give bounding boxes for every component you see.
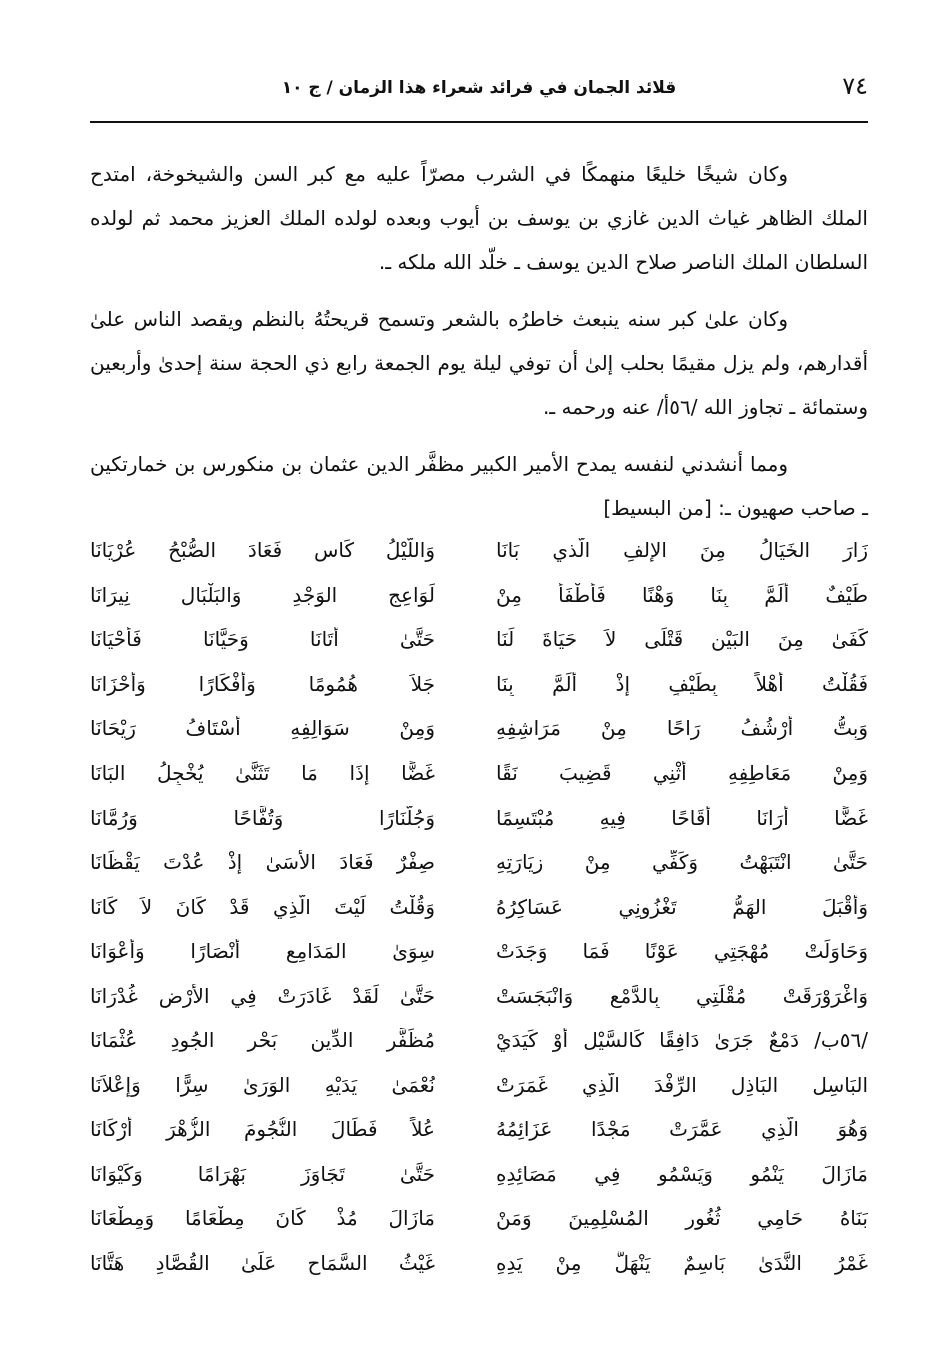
verse-line — [90, 1107, 868, 1152]
hemistich-left: جَلاَ هُمُومًا وَأَفْكَارًا وَأَحْزَانَا — [90, 671, 435, 696]
hemistich-left: وَجُلَّنَارًا وَتُفَّاحًا وَرُمَّانَا — [90, 805, 435, 830]
paragraph-biography — [90, 152, 868, 284]
hemistich-right: وَاغْرَوْرَقَتْ مُقْلَتِي بِالدَّمْعِ وَانْبَجَسَتْ — [496, 983, 868, 1008]
hemistich-right: غَضًّا أَرَانَا أَقَاحًا فِيهِ مُبْتَسِمًا — [496, 805, 868, 830]
header-rule — [90, 121, 868, 123]
page-number: ٧٤ — [842, 72, 868, 100]
verse-line — [90, 1241, 868, 1286]
verse-line — [90, 1196, 868, 1241]
verse-line — [90, 1018, 868, 1063]
hemistich-left: مُظَفَّرِ الدِّينِ بَحْرِ الجُودِ عُثْمَانَا — [90, 1028, 435, 1053]
verse-line — [90, 573, 868, 618]
verse-line — [90, 973, 868, 1018]
hemistich-right: وَحَاوَلَتْ مُهْجَتِي عَوْنًا فَمَا وَجَدَتْ — [496, 939, 868, 964]
hemistich-left: غَيْثُ السَّمَاحِ عَلَىٰ القُصَّادِ هَتَّانَا — [90, 1251, 435, 1276]
verse-line — [90, 795, 868, 840]
hemistich-left: غَضًّا إِذَا مَا تَثَنَّىٰ يُخْجِلُ البَانَا — [90, 761, 435, 785]
verse-line — [90, 617, 868, 662]
verse-line — [90, 706, 868, 751]
verse-line — [90, 1063, 868, 1108]
page-header — [90, 72, 868, 106]
hemistich-left: حَتَّىٰ تَجَاوَزَ بَهْرَامًا وَكَيْوَانَا — [90, 1161, 435, 1186]
verse-line — [90, 884, 868, 929]
hemistich-left: لَوَاعِجِ الوَجْدِ وَالبَلْبَالِ نِيرَانَا — [90, 582, 435, 607]
hemistich-right: وَهُوَ الَّذِي عَمَّرَتْ مَجْدًا عَزَائِمُهُ — [496, 1117, 868, 1142]
paragraph-poem-intro — [90, 442, 868, 530]
poem — [90, 528, 868, 1285]
paragraph-text: وكان علىٰ كبر سنه ينبعث خاطرُه بالشعر وتسمح قريحتُهُ بالنظم ويقصد الناس علىٰ أقدارهم، ولم يزل مقيمًا بحلب إلىٰ أن توفي ليلة يوم الجمعة رابع ذي الحجة سنة إحدىٰ وأربعين وستمائة ـ تجاوز الله /٥٦أ/ عنه ورحمه ـ. — [90, 307, 868, 419]
hemistich-right: وَمِنْ مَعَاطِفِهِ أَثْنِي قَضِيبَ نَقًا — [496, 761, 868, 785]
running-title: قلائد الجمان في فرائد شعراء هذا الزمان / ج ١٠ — [281, 78, 677, 98]
hemistich-left: مَازَالَ مُذْ كَانَ مِطْعَامًا وَمِطْعَانَا — [90, 1206, 435, 1231]
paragraph-text: وكان شيخًا خليعًا منهمكًا في الشرب مصرّاً عليه مع كبر السن والشيخوخة، امتدح الملك الظاهر غياث الدين غازي بن يوسف بن أيوب وبعده لولده الملك العزيز محمد ثم لولده السلطان الملك الناصر صلاح الدين يوسف ـ خلّد الله ملكه ـ. — [90, 162, 868, 274]
verse-line — [90, 840, 868, 885]
verse-line — [90, 929, 868, 974]
hemistich-right: حَتَّىٰ انْتَبَهْتُ وَكَفِّي مِنْ زِيَارَتِهِ — [496, 850, 868, 875]
hemistich-left: نُعْمَىٰ يَدَيْهِ الوَرَىٰ سِرًّا وَإِعْلاَنَا — [90, 1072, 435, 1097]
hemistich-right: مَازَالَ يَنْمُو وَيَسْمُو فِي مَصَائِدِهِ — [496, 1161, 868, 1186]
hemistich-left: صِفْرٌ فَعَادَ الأَسَىٰ إِذْ عُدْتَ يَقْظَانَا — [90, 850, 435, 875]
hemistich-right: طَيْفٌ أَلَمَّ بِنَا وَهْنًا فَأَطْفَأَ مِنْ — [496, 582, 868, 607]
hemistich-right: زَارَ الخَيَالُ مِنَ الإلفِ الَّذي بَانَا — [496, 538, 868, 563]
verse-line — [90, 1152, 868, 1197]
hemistich-left: سِوَىٰ المَدَامِعِ أَنْصَارًا وَأَعْوَانَا — [90, 939, 435, 964]
verse-line — [90, 662, 868, 707]
hemistich-right: وَبِتُّ أَرْشُفُ رَاحًا مِنْ مَرَاشِفِهِ — [496, 716, 868, 741]
hemistich-right: بَنَاهُ حَامِي ثُغُورِ المُسْلِمِينَ وَمَنْ — [496, 1206, 868, 1231]
hemistich-left: حَتَّىٰ أَتَانَا وَحَيَّانَا فَأَحْيَانَا — [90, 627, 435, 652]
hemistich-left: وَقُلْتُ لَيْتَ الَّذِي قَدْ كَانَ لاَ كَانَا — [90, 894, 435, 919]
hemistich-right: البَاسِلِ البَاذِلِ الرِّفْدَ الَّذِي غَمَرَتْ — [496, 1072, 868, 1097]
hemistich-right: وَأَقْبَلَ الهَمُّ تَغْزُونِي عَسَاكِرُهُ — [496, 894, 868, 919]
hemistich-left: وَاللَّيْلُ كَاسٍ فَعَادَ الصُّبْحُ عُرْيَانَا — [90, 538, 435, 563]
verse-line — [90, 528, 868, 573]
hemistich-right: كَفَىٰ مِنَ البَيْنِ قَتْلَى لاَ حَيَاةَ لَنَا — [496, 627, 868, 652]
verse-line — [90, 751, 868, 796]
hemistich-right: فَقُلْتُ أَهْلاً بِطَيْفٍ إِذْ أَلَمَّ بِنَا — [496, 671, 868, 696]
paragraph-death — [90, 297, 868, 429]
hemistich-right: /٥٦ب/ دَمْعٌ جَرَىٰ دَافِقًا كَالسَّيْلِ أَوْ كَيَدَيْ — [496, 1028, 868, 1053]
hemistich-left: عُلاً فَطَالَ النُّجُومَ الزُّهْرَ أَرْكَانَا — [90, 1117, 435, 1142]
paragraph-text: ومما أنشدني لنفسه يمدح الأمير الكبير مظفَّر الدين عثمان بن منكورس بن خمارتكين ـ صاحب صهيون ـ: [من البسيط] — [90, 452, 868, 520]
hemistich-right: غَمْرُ النَّدَىٰ بَاسِمٌ يَنْهَلُّ مِنْ يَدِهِ — [496, 1251, 868, 1276]
hemistich-left: وَمِنْ سَوَالِفِهِ أَسْتَافُ رَيْحَانَا — [90, 716, 435, 741]
hemistich-left: حَتَّىٰ لَقَدْ غَادَرَتْ فِي الأَرْضِ غُدْرَانَا — [90, 983, 435, 1008]
